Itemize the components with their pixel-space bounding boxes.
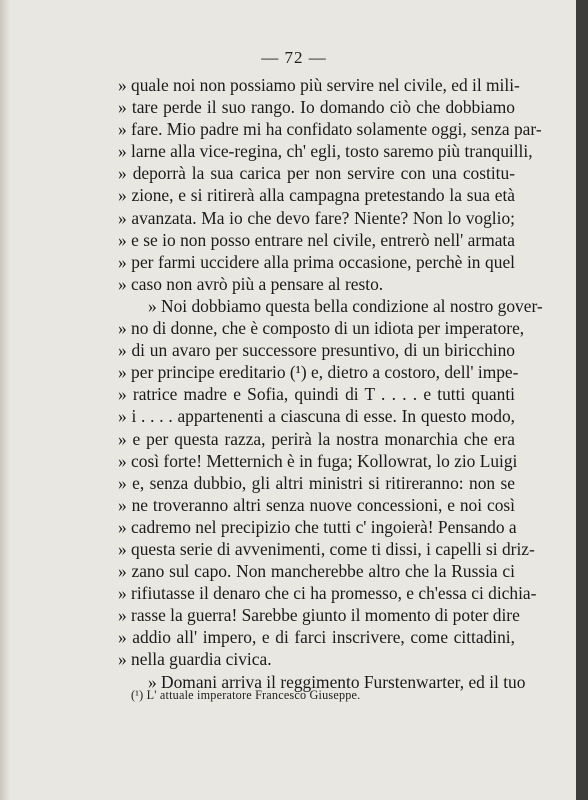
text-line: » ratrice madre e Sofia, quindi di T . . . . e tutti quanti (118, 384, 515, 405)
text-line: » e, senza dubbio, gli altri ministri si ritireranno: non se (118, 472, 515, 493)
text-line: » addio all' impero, e di farci inscrivere, come cittadini, (118, 627, 515, 648)
text-line: » e per questa razza, perirà la nostra monarchia che era (118, 428, 515, 449)
text-line: » no di donne, che è composto di un idiota per imperatore, (118, 318, 525, 339)
text-line: » zano sul capo. Non mancherebbe altro che la Russia ci (118, 561, 515, 582)
text-line: » per farmi uccidere alla prima occasione, perchè in quel (118, 251, 515, 272)
text-line: » ne troveranno altri senza nuove concessioni, e noi così (118, 494, 515, 515)
text-line: » tare perde il suo rango. Io domando ciò che dobbiamo (118, 97, 515, 118)
text-line: » rifiutasse il denaro che ci ha promesso, e ch'essa ci dichia- (118, 583, 537, 604)
text-line: » larne alla vice-regina, ch' egli, tosto saremo più tranquilli, (118, 141, 533, 162)
text-line: » così forte! Metternich è in fuga; Kollowrat, lo zio Luigi (118, 450, 518, 471)
text-line: » rasse la guerra! Sarebbe giunto il momento di poter dire (118, 605, 520, 626)
text-line: » Domani arriva il reggimento Furstenwarter, ed il tuo (148, 671, 526, 692)
text-line: » deporrà la sua carica per non servire con una costitu- (118, 163, 515, 184)
text-line: » e se io non posso entrare nel civile, entrerò nell' armata (118, 229, 515, 250)
text-line: » nella guardia civica. (118, 649, 272, 670)
text-line: » cadremo nel precipizio che tutti c' ingoierà! Pensando a (118, 516, 517, 537)
footnote: (¹) L' attuale imperatore Francesco Giuseppe. (131, 688, 361, 702)
text-line: » di un avaro per successore presuntivo, di un biricchino (118, 340, 515, 361)
page-number: — 72 — (261, 48, 327, 67)
text-line: » quale noi non possiamo più servire nel civile, ed il mili- (118, 75, 520, 95)
text-line: » Noi dobbiamo questa bella condizione al nostro gover- (148, 295, 543, 316)
text-line: » questa serie di avvenimenti, come ti dissi, i capelli si driz- (118, 538, 535, 559)
text-line: » i . . . . appartenenti a ciascuna di esse. In questo modo, (118, 406, 515, 427)
text-line: » fare. Mio padre mi ha confidato solamente oggi, senza par- (118, 119, 542, 140)
text-line: » per principe ereditario (¹) e, dietro a costoro, dell' impe- (118, 362, 519, 383)
body-text (118, 74, 543, 693)
text-line: » caso non avrò più a pensare al resto. (118, 273, 384, 294)
text-line: » avanzata. Ma io che devo fare? Niente? Non lo voglio; (118, 207, 515, 228)
text-line: » zione, e si ritirerà alla campagna pretestando la sua età (118, 185, 515, 206)
